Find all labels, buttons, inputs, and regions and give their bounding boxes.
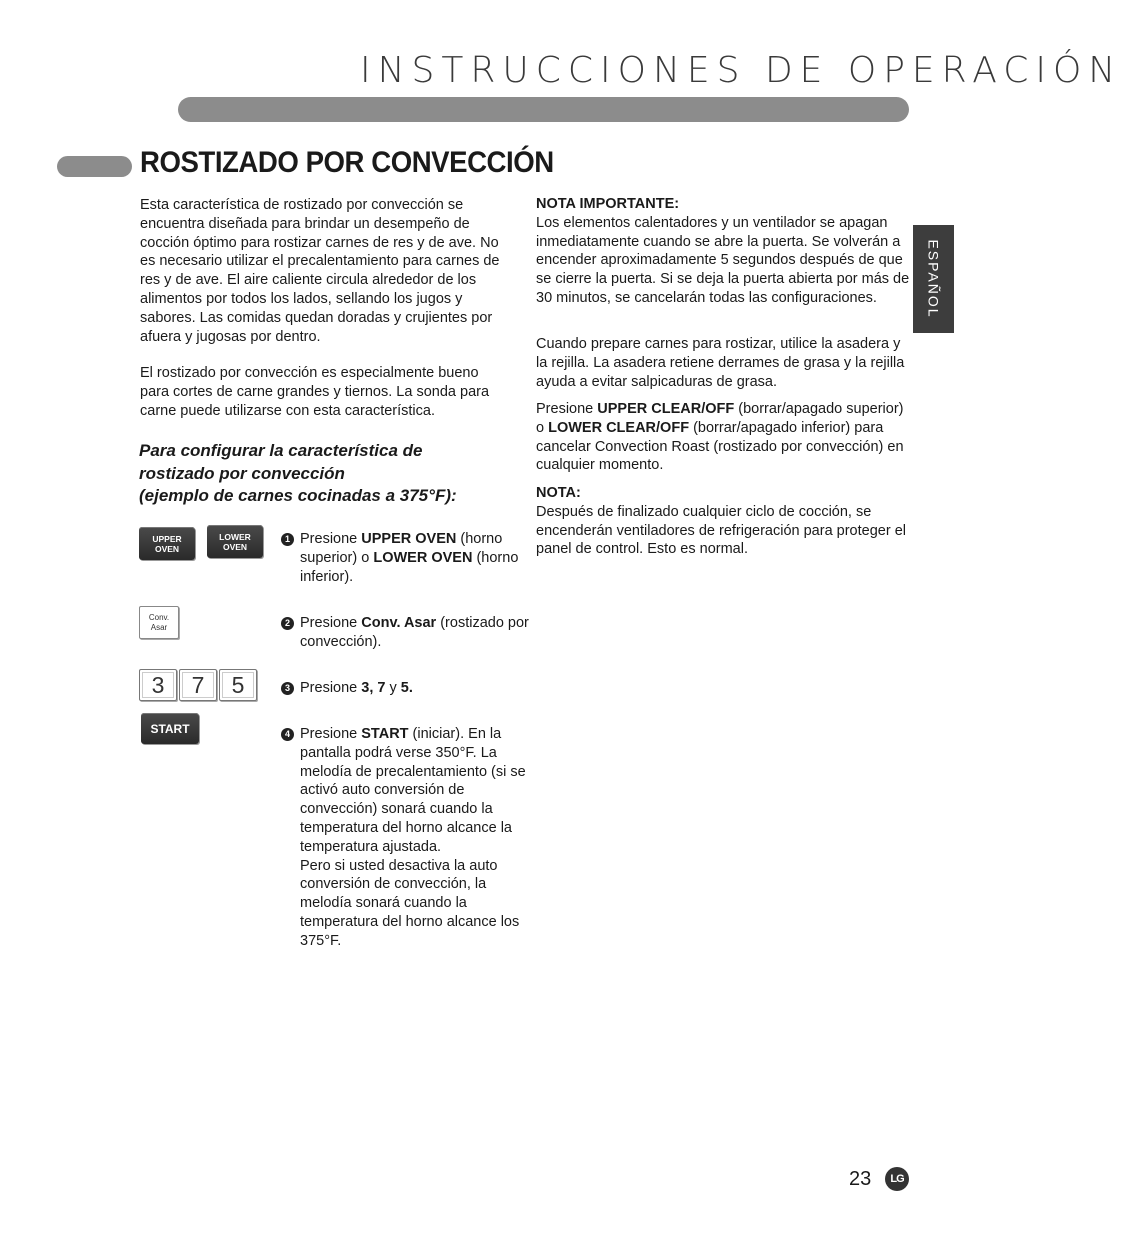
step-text: y (385, 680, 401, 696)
step-text: (horno superior) o (300, 531, 503, 566)
steps-heading-line-2: rostizado por convección (139, 463, 345, 483)
number-key-3: 3 (139, 669, 177, 701)
conv-asar-button (139, 606, 179, 639)
paragraph-text: Presione (536, 401, 598, 417)
step-4-note: Pero si usted desactiva la auto conversión de convección, la melodía sonará cuando la temperatura del horno alcance los 375°F. (300, 857, 520, 949)
note-title: NOTA: (536, 485, 581, 501)
cancel-paragraph (536, 400, 911, 475)
lower-oven-button (207, 525, 263, 558)
step-key-start: START (361, 726, 409, 742)
number-key-7: 7 (179, 669, 217, 701)
section-title: ROSTIZADO POR CONVECCIÓN (140, 146, 554, 179)
roasting-pan-paragraph: Cuando prepare carnes para rostizar, utilice la asadera y la rejilla. La asadera retiene derrames de grasa y la rejilla ayuda a evitar salpicaduras de grasa. (536, 336, 905, 390)
intro-paragraph-1: Esta característica de rostizado por convección se encuentra diseñada para brindar un desempeño de cocción óptimo para rostizar carnes de res y de ave. No es necesario utilizar el precalentamiento para carnes de res y de ave. El aire caliente circula alrededor de los alimentos por todos los lados, sellando los jugos y sabores. Las comidas quedan doradas y crujientes por afuera y jugosas por dentro. (140, 197, 500, 345)
start-button: START (141, 713, 199, 744)
conv-asar-label-2: Asar (150, 622, 168, 632)
step-key-numbers: 3, 7 (361, 680, 386, 696)
intro-paragraph-2: El rostizado por convección es especialmente bueno para cortes de carne grandes y tiernos. La sonda para carne puede utilizarse con esta característica. (140, 365, 490, 419)
section-marker (57, 156, 132, 177)
upper-oven-button (139, 527, 195, 560)
steps-heading-line-3: (ejemplo de carnes cocinadas a 375°F): (139, 486, 457, 505)
header-bar (178, 97, 909, 122)
page-header-title: INSTRUCCIONES DE OPERACIÓN (360, 50, 1122, 91)
step-key-conv-asar: Conv. Asar (361, 615, 437, 631)
note-text: Después de finalizado cualquier ciclo de cocción, se encenderán ventiladores de refrigeración para proteger el panel de control. Esto es normal. (536, 503, 906, 558)
key-upper-clear-off: UPPER CLEAR/OFF (597, 401, 735, 417)
lg-logo-icon: LG (885, 1167, 909, 1191)
step-3-number: 3 (281, 682, 294, 695)
step-1 (281, 530, 530, 586)
step-text: (horno inferior). (300, 549, 519, 585)
conv-asar-label-1: Conv. (148, 612, 170, 622)
important-note-text: Los elementos calentadores y un ventilador se apagan inmediatamente cuando se abre la puerta. Se volverán a encender aproximadamente 5 segundos después de que se cierre la puerta. Si se deja la puerta abierta por más de 30 minutos, se cancelarán todas las configuraciones. (536, 214, 910, 306)
note (536, 484, 911, 559)
step-2-number: 2 (281, 617, 294, 630)
step-text: Presione (300, 615, 362, 631)
language-tab-label: ESPAÑOL (925, 239, 942, 319)
step-text: Presione (300, 531, 362, 547)
lower-oven-label-2: OVEN (222, 541, 248, 552)
step-key-number-5: 5. (400, 680, 413, 696)
key-lower-clear-off: LOWER CLEAR/OFF (548, 419, 690, 436)
step-key-lower-oven: LOWER OVEN (373, 549, 473, 566)
upper-oven-label-2: OVEN (154, 543, 180, 554)
steps-heading-line-1: Para configurar la característica de (139, 441, 423, 460)
step-text: Presione (300, 726, 362, 742)
step-2 (281, 614, 530, 652)
step-text: Presione (300, 680, 362, 696)
important-note (536, 195, 911, 308)
step-text: (iniciar). En la pantalla podrá verse 350°F. La melodía de precalentamiento (si se activó auto conversión de convección) sonará cuando la temperatura del horno alcance la temperatura ajustada. (300, 726, 526, 855)
step-key-upper-oven: UPPER OVEN (361, 531, 457, 547)
step-4-number: 4 (281, 728, 294, 741)
number-key-5: 5 (219, 669, 257, 701)
important-note-title: NOTA IMPORTANTE: (536, 196, 680, 212)
language-tab (913, 225, 954, 333)
step-3 (281, 679, 530, 698)
step-4 (281, 725, 530, 951)
step-1-number: 1 (281, 533, 294, 546)
steps-heading (139, 440, 499, 508)
paragraph-text: (borrar/apagado superior) o (536, 401, 904, 436)
step-text: (rostizado por convección). (300, 615, 529, 650)
upper-oven-label-1: UPPER (152, 533, 182, 544)
page-number: 23 (849, 1168, 872, 1190)
paragraph-text: (borrar/apagado inferior) para cancelar Convection Roast (rostizado por convección) en cualquier momento. (536, 419, 904, 474)
lower-oven-label-1: LOWER (219, 531, 251, 542)
